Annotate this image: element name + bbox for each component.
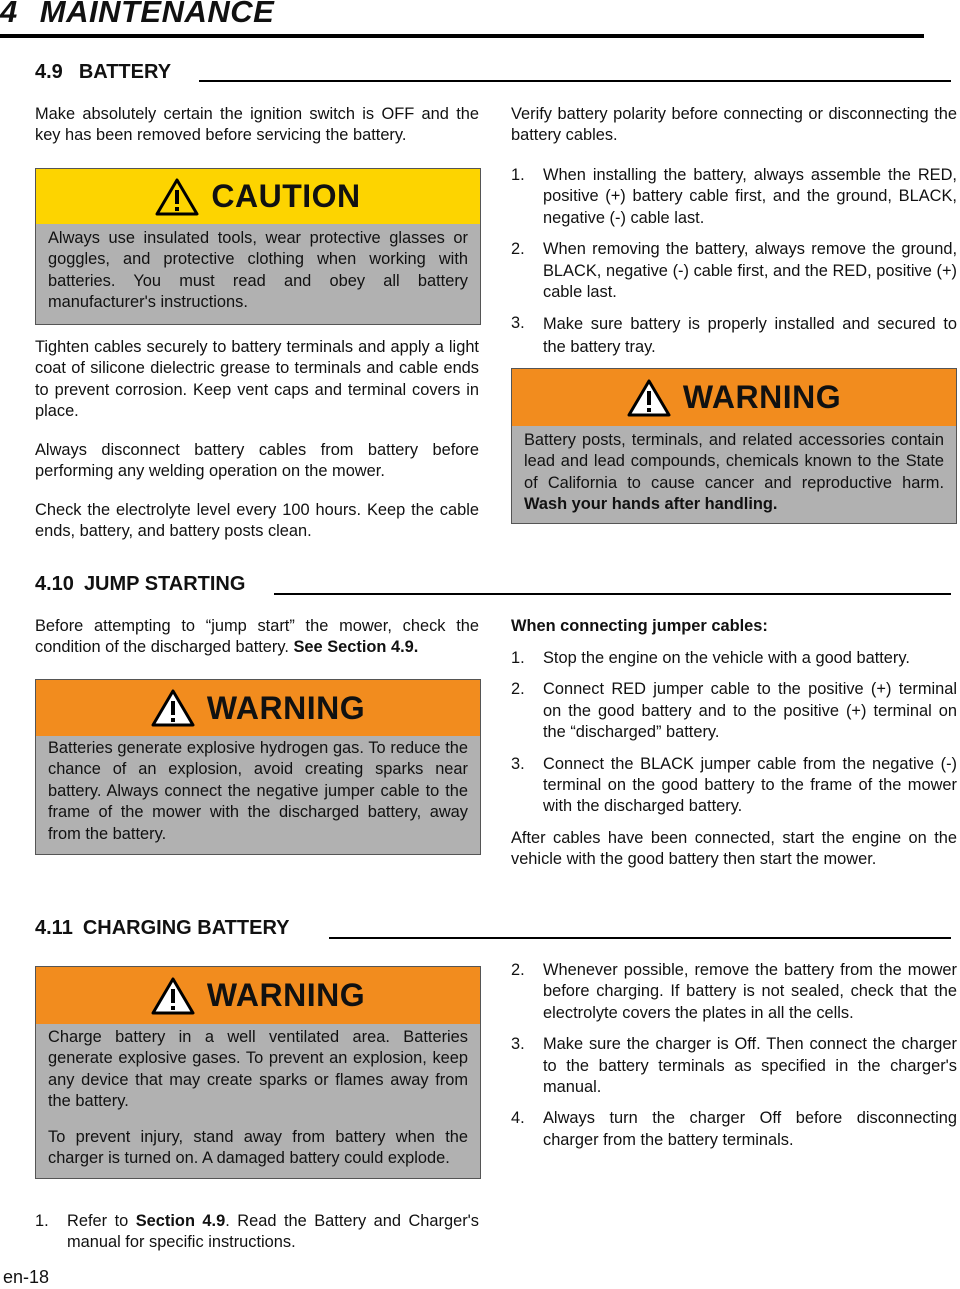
section-number: 4.11 — [35, 917, 73, 939]
warning-label: WARNING — [682, 379, 842, 415]
battery-steps-list — [511, 165, 957, 359]
section-rule — [274, 593, 951, 595]
section-title: CHARGING BATTERY — [82, 917, 290, 939]
charging-step-1 — [35, 1211, 479, 1254]
list-item: 1. Refer to Section 4.9. Read the Battery and Charger's manual for specific instructions. — [35, 1212, 480, 1252]
section-rule — [329, 937, 951, 939]
section-number: 4.10 — [35, 573, 74, 595]
warning-header — [36, 967, 480, 1024]
list-item: 2. Connect RED jumper cable to the positive (+) terminal on the good battery and to the positive (+) terminal on the “discharged” battery. — [511, 680, 957, 742]
warning-label: WARNING — [206, 977, 366, 1013]
section-heading-jump — [35, 573, 245, 596]
caution-box — [35, 168, 481, 325]
caution-label: CAUTION — [211, 178, 361, 214]
section-heading-charging — [35, 917, 290, 940]
warning-text: Battery posts, terminals, and related accessories contain lead and lead compounds, chemicals known to the State of California to cause cancer and reproductive harm. Wash your hands after handling. — [512, 426, 956, 523]
page-number: en-18 — [3, 1267, 50, 1287]
battery-intro: Make absolutely certain the ignition switch is OFF and the key has been removed before servicing the battery. — [35, 105, 479, 145]
chapter-number: 4 — [0, 0, 18, 29]
warning-triangle-icon — [627, 379, 671, 417]
jump-steps-list — [511, 648, 957, 818]
warning-header — [36, 680, 480, 736]
battery-verify-paragraph: Verify battery polarity before connecting or disconnecting the battery cables. — [511, 105, 957, 145]
chapter-name: MAINTENANCE — [39, 0, 275, 29]
list-item: 3. Make sure the charger is Off. Then connect the charger to the battery terminals as specified in the charger's manual. — [511, 1035, 957, 1097]
battery-check-paragraph: Check the electrolyte level every 100 hours. Keep the cable ends, battery, and battery posts clean. — [35, 501, 479, 541]
warning-text: Batteries generate explosive hydrogen gas. To reduce the chance of an explosion, avoid creating sparks near battery. Always connect the negative jumper cable to the frame of the mower with the discharged battery, away from the battery. — [36, 736, 480, 854]
battery-tighten-paragraph: Tighten cables securely to battery terminals and apply a light coat of silicone dielectric grease to terminals and cable ends to prevent corrosion. Keep vent caps and terminal covers in place. — [35, 338, 479, 421]
chapter-rule — [0, 34, 924, 38]
jump-connect-title: When connecting jumper cables: — [511, 617, 768, 635]
list-item: 2. Whenever possible, remove the battery from the mower before charging. If battery is not sealed, check that the electrolyte covers the plates in all the cells. — [511, 961, 957, 1022]
section-title: BATTERY — [78, 61, 172, 83]
caution-text: Always use insulated tools, wear protective glasses or goggles, and protective clothing when working with batteries. You must read and obey all battery manufacturer's instructions. — [36, 224, 480, 324]
section-heading-battery — [35, 61, 171, 84]
section-number: 4.9 — [35, 61, 63, 83]
list-item: 4. Always turn the charger Off before disconnecting charger from the battery terminals. — [511, 1109, 957, 1149]
chapter-title — [0, 0, 274, 34]
warning-label: WARNING — [206, 689, 366, 726]
warning-box-lead — [511, 368, 957, 524]
charging-steps-list — [511, 960, 957, 1151]
list-item: 3. Connect the BLACK jumper cable from the negative (-) terminal on the good battery to the frame of the mower with the discharged battery. — [511, 754, 957, 816]
warning-box-hydrogen — [35, 679, 481, 855]
warning-triangle-icon — [151, 977, 195, 1015]
section-title: JUMP STARTING — [83, 573, 246, 595]
section-rule — [199, 80, 951, 82]
warning-triangle-icon — [155, 178, 199, 216]
warning-header — [512, 369, 956, 426]
warning-text: Charge battery in a well ventilated area. Batteries generate explosive gases. To prevent an explosion, keep any device that may create sparks or flames away from the battery. To prevent injury, stand away from battery when the charger is turned on. A damaged battery could explode. — [36, 1024, 480, 1178]
list-item: 3. Make sure battery is properly installed and secured to the battery tray. — [511, 314, 957, 357]
warning-triangle-icon — [151, 689, 195, 727]
list-item: 1. When installing the battery, always assemble the RED, positive (+) battery cable first, and the ground, BLACK, negative (-) cable last. — [511, 166, 957, 227]
caution-header — [36, 169, 480, 224]
list-item: 1. Stop the engine on the vehicle with a good battery. — [511, 649, 910, 667]
battery-disconnect-paragraph: Always disconnect battery cables from battery before performing any welding operation on the mower. — [35, 441, 479, 481]
jump-after-paragraph: After cables have been connected, start the engine on the vehicle with the good battery then start the mower. — [511, 829, 957, 869]
warning-box-charging — [35, 966, 481, 1179]
list-item: 2. When removing the battery, always remove the ground, BLACK, negative (-) cable first, and the RED, positive (+) cable last. — [511, 240, 957, 302]
jump-intro: Before attempting to “jump start” the mower, check the condition of the discharged battery. See Section 4.9. — [35, 617, 479, 657]
